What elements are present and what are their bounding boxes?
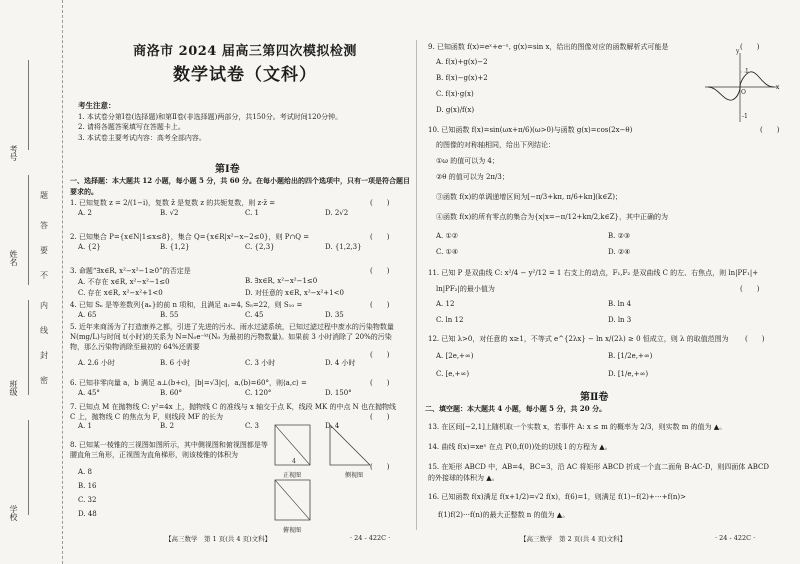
- question-stem: 5. 近年来商汤为了打造康养之都，引进了先进的污水、雨水过滤系统，已知过滤过程中废水的污染物数量 N(mg/L)与时间 t(小时)的关系为 N=N₀e⁻ᵏᵗ(N₀ 为最初的污物数量)。如果前 3 小时消除了 20%的污染物，那么污染物消除至最初的 64%还需要: [70, 323, 394, 352]
- option: D. g(x)/f(x): [436, 106, 475, 114]
- option: A. [2e,+∞): [436, 352, 474, 360]
- option: C. 存在 x∈R, x²−x²+1<0: [78, 289, 163, 297]
- three-view-svg: [270, 420, 410, 540]
- question-stem: 12. 已知 λ>0，对任意的 x≥1，不等式 e^{2λx} − ln x/(2λ) ≥ 0 恒成立，则 λ 的取值范围为: [428, 335, 729, 343]
- seal-char: 要: [40, 246, 48, 255]
- page-divider: [416, 40, 417, 530]
- footer-code-right: · 24 - 422C ·: [715, 534, 756, 542]
- question-stem: 11. 已知 P 是双曲线 C: x²/4 − y²/12 = 1 右支上的动点，F₁,F₂ 是双曲线 C 的左、右焦点，则 ln|PF₁|+: [428, 269, 759, 277]
- option: D. [1/e,+∞): [608, 370, 649, 378]
- notes-line: 3. 本试卷主要考试内容：高考全部内容。: [78, 134, 206, 143]
- part2-section: 二、填空题：本大题共 4 小题，每小题 5 分，共 20 分。: [425, 404, 607, 413]
- option: B. √2: [160, 209, 179, 217]
- graph-origin-label: O: [741, 89, 746, 96]
- option: D. 2√2: [325, 209, 349, 217]
- option: C. ln 12: [436, 316, 464, 324]
- seal-char: 封: [40, 351, 48, 360]
- name-label: 姓名: [9, 250, 18, 266]
- option: A. 2.6 小时: [78, 359, 115, 367]
- answer-paren: ( ): [370, 301, 390, 309]
- option: C. 1: [245, 209, 260, 217]
- option: C. 32: [78, 496, 97, 504]
- seal-char: 不: [40, 271, 48, 280]
- option: D. 35: [325, 311, 344, 319]
- option: D. 对任意的 x∈R, x²−x²+1<0: [245, 289, 344, 297]
- seal-char: 题: [40, 191, 48, 200]
- answer-paren: ( ): [370, 463, 390, 471]
- option: B. ②③: [608, 232, 631, 240]
- exam-number-label: 考号: [9, 145, 18, 161]
- part2-title: 第Ⅱ卷: [580, 392, 609, 403]
- question-stem: 9. 已知函数 f(x)=eˣ+e⁻ˣ, g(x)=sin x，给出的图像对应的函数解析式可能是: [428, 43, 669, 51]
- graph-y-label: y: [736, 48, 740, 55]
- question-stem: 2. 已知集合 P={x∈N|1≤x≤8}，集合 Q={x∈R|x²−x−2≤0}，则 P∩Q =: [70, 233, 310, 241]
- answer-paren: ( ): [370, 233, 390, 241]
- option: ③函数 f(x)的单调递增区间为[−π/3+kπ, π/6+kπ](k∈Z)；: [436, 193, 622, 201]
- fill-question: 14. 曲线 f(x)=xeˣ 在点 P(0,f(0))处的切线 l 的方程为 ▲。: [428, 443, 612, 451]
- option: A. 65: [78, 311, 97, 319]
- front-view-label: 正视图: [283, 472, 302, 479]
- seal-char: 线: [40, 326, 48, 335]
- option: A. f(x)+g(x)−2: [436, 58, 488, 66]
- dimension-label: 4: [292, 458, 296, 465]
- option: A. 不存在 x∈R, x²−x²−1≤0: [78, 278, 170, 286]
- option: D. 4: [325, 422, 340, 430]
- option: C. [e,+∞): [436, 370, 470, 378]
- option: ①ω 的值可以为 4；: [436, 157, 499, 165]
- option: B. {1,2}: [160, 243, 190, 251]
- fill-question: 16. 已知函数 f(x)满足 f(x+1/2)=√2 f(x)，f(6)=1，则满足 f(1)−f(2)+⋯+f(n)>: [428, 493, 687, 501]
- seal-char: 答: [40, 221, 48, 230]
- answer-paren: ( ): [370, 413, 390, 421]
- option: D. ②④: [608, 248, 631, 256]
- option: A. 1: [78, 422, 92, 430]
- option: A. 2: [78, 209, 92, 217]
- option: D. ln 3: [608, 316, 632, 324]
- footer-code-left: · 24 - 422C ·: [350, 534, 391, 542]
- option: A. 8: [78, 468, 92, 476]
- graph-x-label: x: [776, 84, 780, 91]
- top-view-label: 俯视图: [283, 527, 302, 534]
- fill-question: 13. 在区间[−2,1]上随机取一个实数 x，若事件 A: x ≤ m 的概率为 2/3，则实数 m 的值为 ▲。: [428, 423, 727, 431]
- question-stem: 6. 已知非零向量 a，b 满足 a⊥(b+c)，|b|=√3|c|，a,(b)=60°，则⟨a,c⟩ =: [70, 379, 307, 387]
- option: C. {2,3}: [245, 243, 275, 251]
- option: 的图像的对称轴相同，给出下列结论：: [436, 141, 555, 149]
- side-view-label: 侧视图: [345, 472, 364, 479]
- part1-title: 第Ⅰ卷: [215, 164, 240, 175]
- option: B. f(x)−g(x)+2: [436, 74, 488, 82]
- exam-title: 商洛市 2024 届高三第四次模拟检测: [133, 44, 357, 59]
- option: B. ∃x∈R, x²−x²−1≤0: [245, 277, 318, 285]
- option: A. 12: [436, 300, 455, 308]
- fill-question: f(1)f(2)⋯f(n)的最大正整数 n 的值为 ▲。: [438, 511, 570, 519]
- option: A. 45°: [78, 389, 100, 397]
- option: C. 120°: [245, 389, 272, 397]
- option: B. ln 4: [608, 300, 632, 308]
- side-view-shape: [330, 425, 370, 465]
- graph-neg-label: -1: [742, 113, 748, 120]
- option: D. {1,2,3}: [325, 243, 362, 251]
- binding-margin: [0, 0, 63, 564]
- option: B. 2: [160, 422, 175, 430]
- option: ②θ 的值可以为 2π/3；: [436, 173, 509, 181]
- footer-left: 【高三数学 第 1 页(共 4 页)文科】: [165, 535, 272, 543]
- question-stem: 3. 命题“∃x∈R, x²−x²−1≥0”的否定是: [70, 267, 191, 275]
- answer-paren: ( ): [370, 267, 390, 275]
- school-label: 学校: [9, 505, 18, 521]
- notes-line: 2. 请将各题答案填写在答题卡上。: [78, 123, 185, 132]
- answer-paren: ( ): [740, 43, 760, 51]
- seal-char: 密: [40, 376, 48, 385]
- option: B. 6 小时: [160, 359, 191, 367]
- notes-line: 1. 本试卷分第Ⅰ卷(选择题)和第Ⅱ卷(非选择题)两部分，共150分。考试时间120分钟。: [78, 112, 343, 121]
- option: C. f(x)·g(x): [436, 90, 474, 98]
- class-label: 班级: [9, 380, 18, 396]
- notes-heading: 考生注意：: [78, 101, 116, 110]
- option: D. 150°: [325, 389, 352, 397]
- option: A. {2}: [78, 243, 101, 251]
- answer-paren: ( ): [740, 285, 760, 293]
- footer-right: 【高三数学 第 2 页(共 4 页)文科】: [520, 535, 627, 543]
- option: D. 4 小时: [325, 359, 356, 367]
- option: B. [1/2e,+∞): [608, 352, 653, 360]
- notes-block: [78, 100, 408, 144]
- graph-one-label: 1: [745, 68, 749, 75]
- top-view-diagonal: [275, 480, 310, 520]
- option: ④函数 f(x)的所有零点的集合为{x|x=−π/12+kπ/2,k∈Z}，其中正确的为: [436, 213, 669, 221]
- answer-paren: ( ): [370, 379, 390, 387]
- question-stem: 1. 已知复数 z = 2/(1−i)，复数 z̄ 是复数 z 的共轭复数，则 z·z̄ =: [70, 199, 276, 207]
- option: C. ①④: [436, 248, 459, 256]
- question-stem: 8. 已知某一棱锥的三视图如图所示，其中侧视图和俯视图都是等腰直角三角形，正视图为直角梯形，则该棱锥的体积为: [70, 441, 268, 460]
- option: C. 3: [245, 422, 260, 430]
- option: A. ①②: [436, 232, 459, 240]
- option: C. 3 小时: [245, 359, 276, 367]
- option: D. 48: [78, 510, 97, 518]
- option: C. 45: [245, 311, 264, 319]
- answer-paren: ( ): [745, 335, 765, 343]
- function-graph: [700, 50, 780, 125]
- question-stem: 4. 已知 Sₙ 是等差数列{aₙ}的前 n 项和，且满足 a₁=4, S₅=22，则 S₁₀ =: [70, 301, 303, 309]
- option: B. 60°: [160, 389, 183, 397]
- answer-paren: ( ): [370, 351, 390, 359]
- fill-question: 15. 在矩形 ABCD 中，AB=4，BC=3，沿 AC 将矩形 ABCD 折成一个直二面角 B-AC-D，则四面体 ABCD 的外接球的体积为 ▲。: [428, 463, 769, 483]
- exam-subtitle: 数学试卷（文科）: [173, 65, 317, 85]
- part1-section: 一、选择题：本大题共 12 小题，每小题 5 分，共 60 分。在每小题给出的四个选项中，只有一项是符合题目要求的。: [70, 176, 410, 196]
- option: B. 16: [78, 482, 97, 490]
- option: ln|PF₂|的最小值为: [436, 285, 495, 293]
- option: B. 55: [160, 311, 179, 319]
- question-stem: 7. 已知点 M 在抛物线 C: y²=4x 上，抛物线 C 的准线与 x 轴交于点 K，线段 MK 的中点 N 也在抛物线 C 上，抛物线 C 的焦点为 F，则线段 MF 的长为: [70, 403, 397, 422]
- answer-paren: ( ): [760, 126, 780, 134]
- seal-char: 内: [40, 301, 48, 310]
- answer-paren: ( ): [370, 199, 390, 207]
- question-stem: 10. 已知函数 f(x)=sin(ωx+π/6)(ω>0)与函数 g(x)=cos(2x−θ): [428, 126, 633, 134]
